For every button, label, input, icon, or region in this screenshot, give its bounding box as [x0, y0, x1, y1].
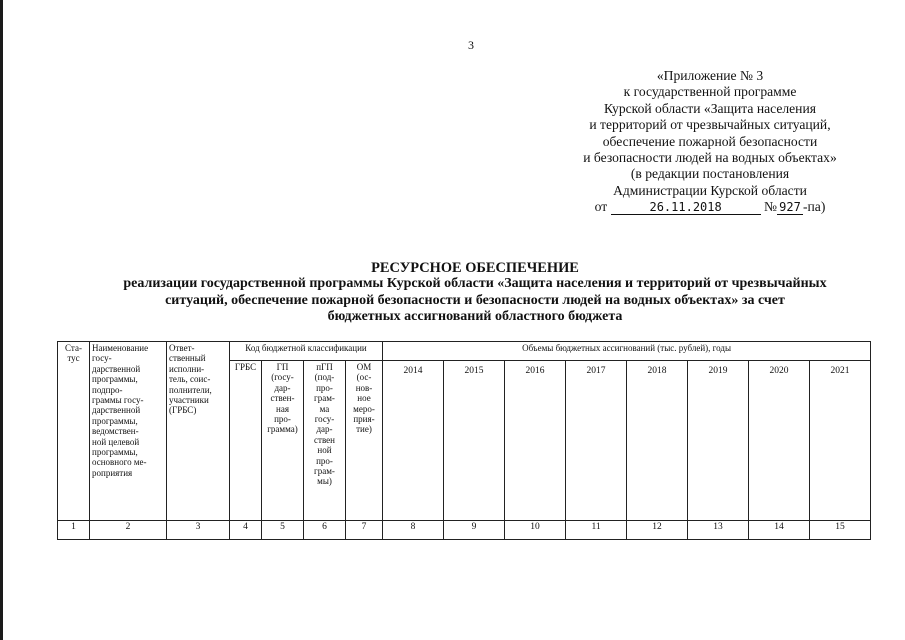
title-line: ситуаций, обеспечение пожарной безопасности и безопасности людей на водных объектах» за счет	[165, 292, 785, 308]
header-year: 2019	[688, 361, 749, 521]
appendix-line: Курской области «Защита населения	[604, 100, 816, 116]
header-om: ОМ (ос- нов- ное меро- прия- тие)	[346, 361, 383, 521]
header-budget-code: Код бюджетной классификации	[230, 342, 383, 361]
column-number: 4	[230, 521, 262, 540]
page-left-edge	[0, 0, 3, 640]
page-number: 3	[468, 38, 474, 52]
column-number: 14	[749, 521, 810, 540]
column-number: 5	[262, 521, 304, 540]
date-prefix: от	[594, 199, 608, 215]
header-status: Ста- тус	[58, 342, 90, 521]
header-year: 2014	[383, 361, 444, 521]
column-number: 13	[688, 521, 749, 540]
column-number: 3	[167, 521, 230, 540]
column-number: 6	[304, 521, 346, 540]
appendix-line: к государственной программе	[623, 84, 797, 100]
header-grbs: ГРБС	[230, 361, 262, 521]
number-suffix: -па)	[802, 199, 826, 215]
column-number: 8	[383, 521, 444, 540]
column-number: 7	[346, 521, 383, 540]
header-gp: ГП (госу- дар- ствен- ная про- грамма)	[262, 361, 304, 521]
appendix-line: «Приложение № 3	[656, 68, 764, 83]
column-number: 12	[627, 521, 688, 540]
column-number: 10	[505, 521, 566, 540]
decree-date-line	[560, 199, 860, 215]
header-year: 2017	[566, 361, 627, 521]
appendix-line: (в редакции постановления	[630, 166, 790, 182]
appendix-line: и территорий от чрезвычайных ситуаций,	[589, 117, 831, 133]
header-volumes: Объемы бюджетных ассигнований (тыс. рублей), годы	[383, 342, 871, 361]
header-year: 2020	[749, 361, 810, 521]
header-year: 2015	[444, 361, 505, 521]
column-number: 1	[58, 521, 90, 540]
header-responsible: Ответ- ственный исполни- тель, соис- полнители, участники (ГРБС)	[167, 342, 230, 521]
column-number: 15	[810, 521, 871, 540]
column-number: 11	[566, 521, 627, 540]
resource-table	[57, 341, 871, 540]
header-year: 2018	[627, 361, 688, 521]
number-prefix: №	[764, 199, 777, 215]
appendix-line: обеспечение пожарной безопасности	[602, 133, 818, 149]
document-title	[70, 260, 880, 325]
title-main: РЕСУРСНОЕ ОБЕСПЕЧЕНИЕ	[371, 260, 579, 276]
title-line: реализации государственной программы Курской области «Защита населения и территорий от чрезвычайных	[123, 276, 827, 292]
header-pgp: пГП (под- про- грам- ма госу- дар- ствен ной про- грам- мы)	[304, 361, 346, 521]
decree-date: 26.11.2018	[611, 201, 761, 215]
title-line: бюджетных ассигнований областного бюджета	[327, 308, 623, 324]
appendix-line: Администрации Курской области	[613, 182, 807, 198]
header-year: 2021	[810, 361, 871, 521]
decree-number: 927	[777, 201, 803, 215]
column-number: 9	[444, 521, 505, 540]
column-number: 2	[90, 521, 167, 540]
appendix-header	[560, 68, 860, 216]
appendix-line: и безопасности людей на водных объектах»	[583, 150, 837, 166]
column-number-row	[58, 521, 871, 540]
header-name: Наименование госу- дарственной программы, подпро- граммы госу- дарственной программы, ведомствен- ной целевой программы, основного ме- роприятия	[90, 342, 167, 521]
header-year: 2016	[505, 361, 566, 521]
